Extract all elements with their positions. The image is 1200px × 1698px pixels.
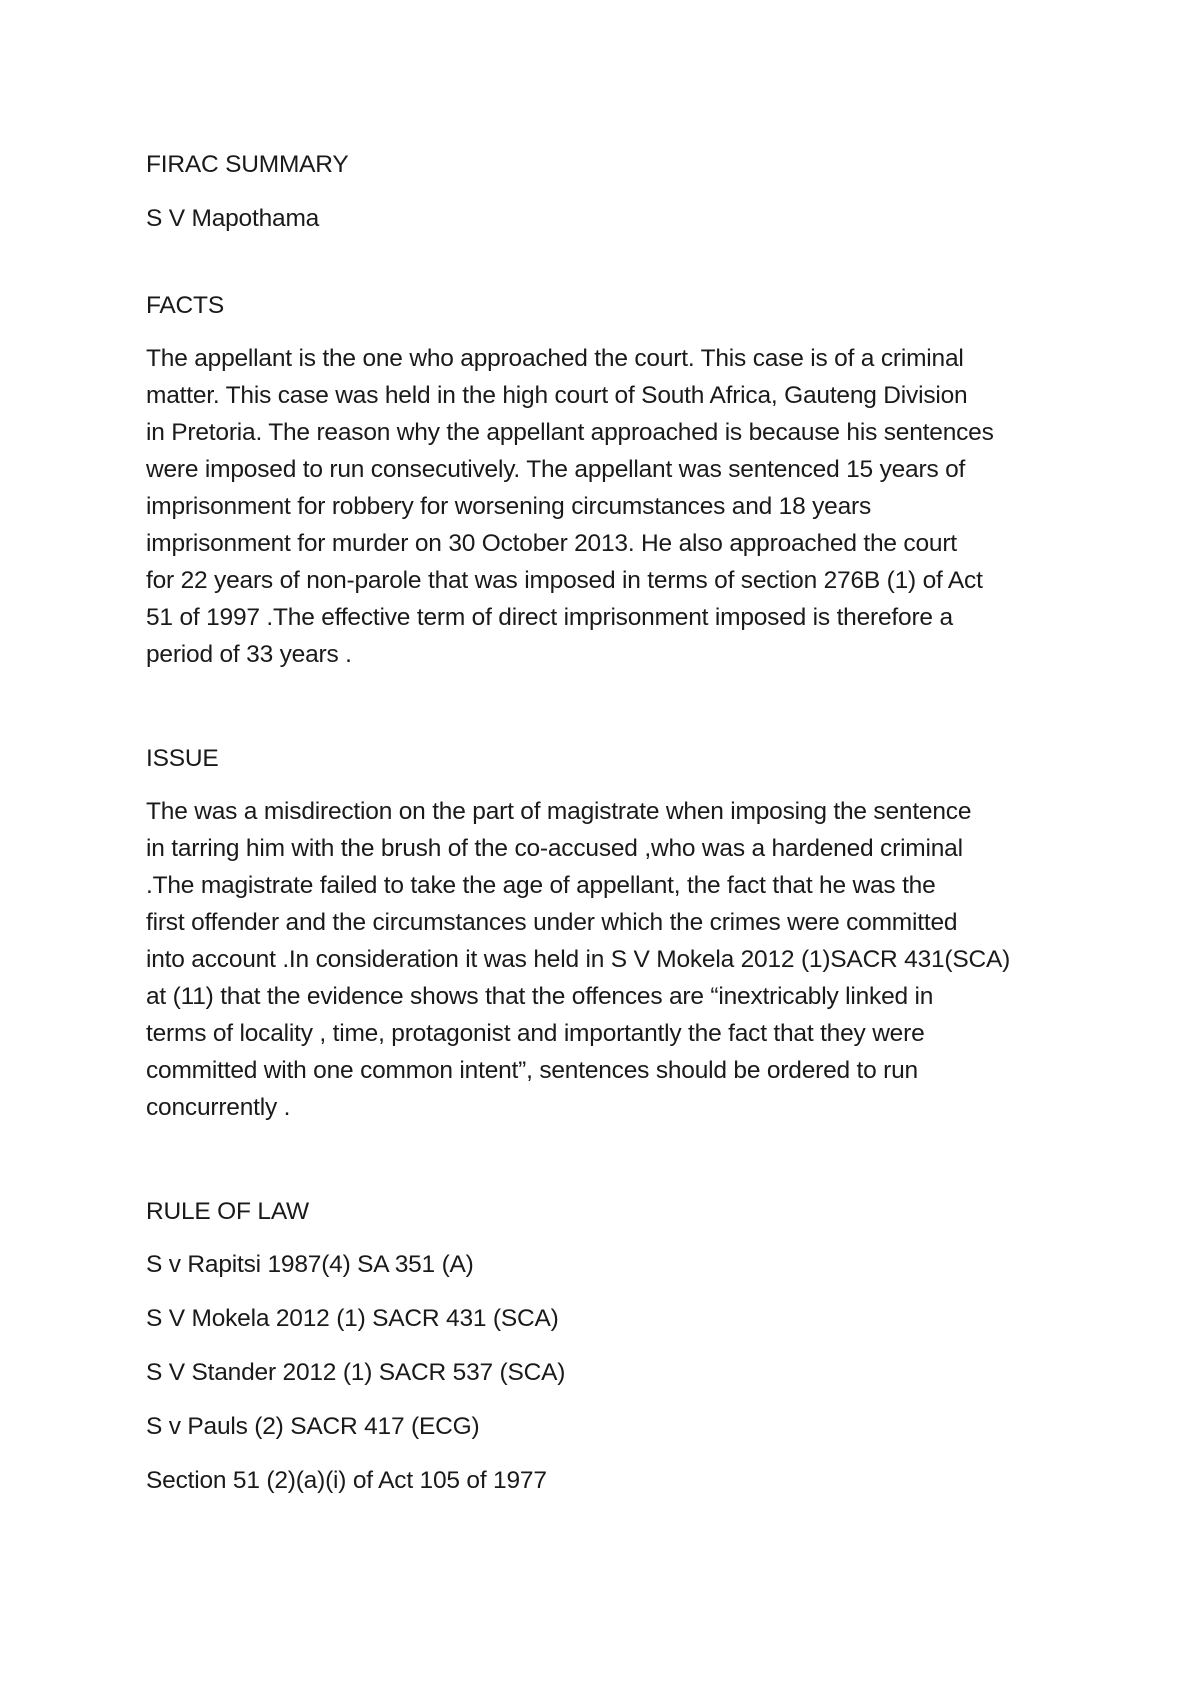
statute-citation: Section 51 (2)(a)(i) of Act 105 of 1977 xyxy=(146,1467,547,1494)
section-spacer xyxy=(146,673,1066,740)
case-name: S V Mapothama xyxy=(146,205,320,232)
facts-line: 51 of 1997 .The effective term of direct imprisonment imposed is therefore a xyxy=(146,604,953,631)
issue-paragraph xyxy=(146,793,1066,1126)
facts-line: imprisonment for murder on 30 October 2013. He also approached the court xyxy=(146,530,957,557)
facts-line: matter. This case was held in the high court of South Africa, Gauteng Division xyxy=(146,382,968,409)
case-citation: S V Mokela 2012 (1) SACR 431 (SCA) xyxy=(146,1305,559,1332)
case-citation: S v Pauls (2) SACR 417 (ECG) xyxy=(146,1413,480,1440)
facts-line: for 22 years of non-parole that was imposed in terms of section 276B (1) of Act xyxy=(146,567,983,594)
facts-line: imprisonment for robbery for worsening circumstances and 18 years xyxy=(146,493,872,520)
issue-line: terms of locality , time, protagonist and importantly the fact that they were xyxy=(146,1020,925,1047)
facts-line: period of 33 years . xyxy=(146,641,352,668)
section-spacer xyxy=(146,1126,1066,1193)
case-citation: S v Rapitsi 1987(4) SA 351 (A) xyxy=(146,1251,474,1278)
issue-line: in tarring him with the brush of the co-accused ,who was a hardened criminal xyxy=(146,835,963,862)
issue-section xyxy=(146,740,1066,1126)
issue-line: into account .In consideration it was held in S V Mokela 2012 (1)SACR 431(SCA) xyxy=(146,946,1011,973)
rule-of-law-heading: RULE OF LAW xyxy=(146,1198,309,1225)
document-title: FIRAC SUMMARY xyxy=(146,151,349,178)
facts-line: The appellant is the one who approached the court. This case is of a criminal xyxy=(146,345,964,372)
issue-line: .The magistrate failed to take the age of appellant, the fact that he was the xyxy=(146,872,936,899)
issue-heading: ISSUE xyxy=(146,745,219,772)
issue-line: committed with one common intent”, sentences should be ordered to run xyxy=(146,1057,918,1084)
issue-line: concurrently . xyxy=(146,1094,291,1121)
document-body xyxy=(146,146,1066,1516)
facts-section xyxy=(146,287,1066,673)
issue-line: first offender and the circumstances under which the crimes were committed xyxy=(146,909,958,936)
facts-heading: FACTS xyxy=(146,292,224,319)
rule-of-law-section xyxy=(146,1193,1066,1499)
facts-line: were imposed to run consecutively. The appellant was sentenced 15 years of xyxy=(146,456,966,483)
issue-line: The was a misdirection on the part of magistrate when imposing the sentence xyxy=(146,798,972,825)
facts-line: in Pretoria. The reason why the appellant approached is because his sentences xyxy=(146,419,994,446)
case-citation: S V Stander 2012 (1) SACR 537 (SCA) xyxy=(146,1359,566,1386)
issue-line: at (11) that the evidence shows that the offences are “inextricably linked in xyxy=(146,983,934,1010)
facts-paragraph xyxy=(146,340,1066,673)
